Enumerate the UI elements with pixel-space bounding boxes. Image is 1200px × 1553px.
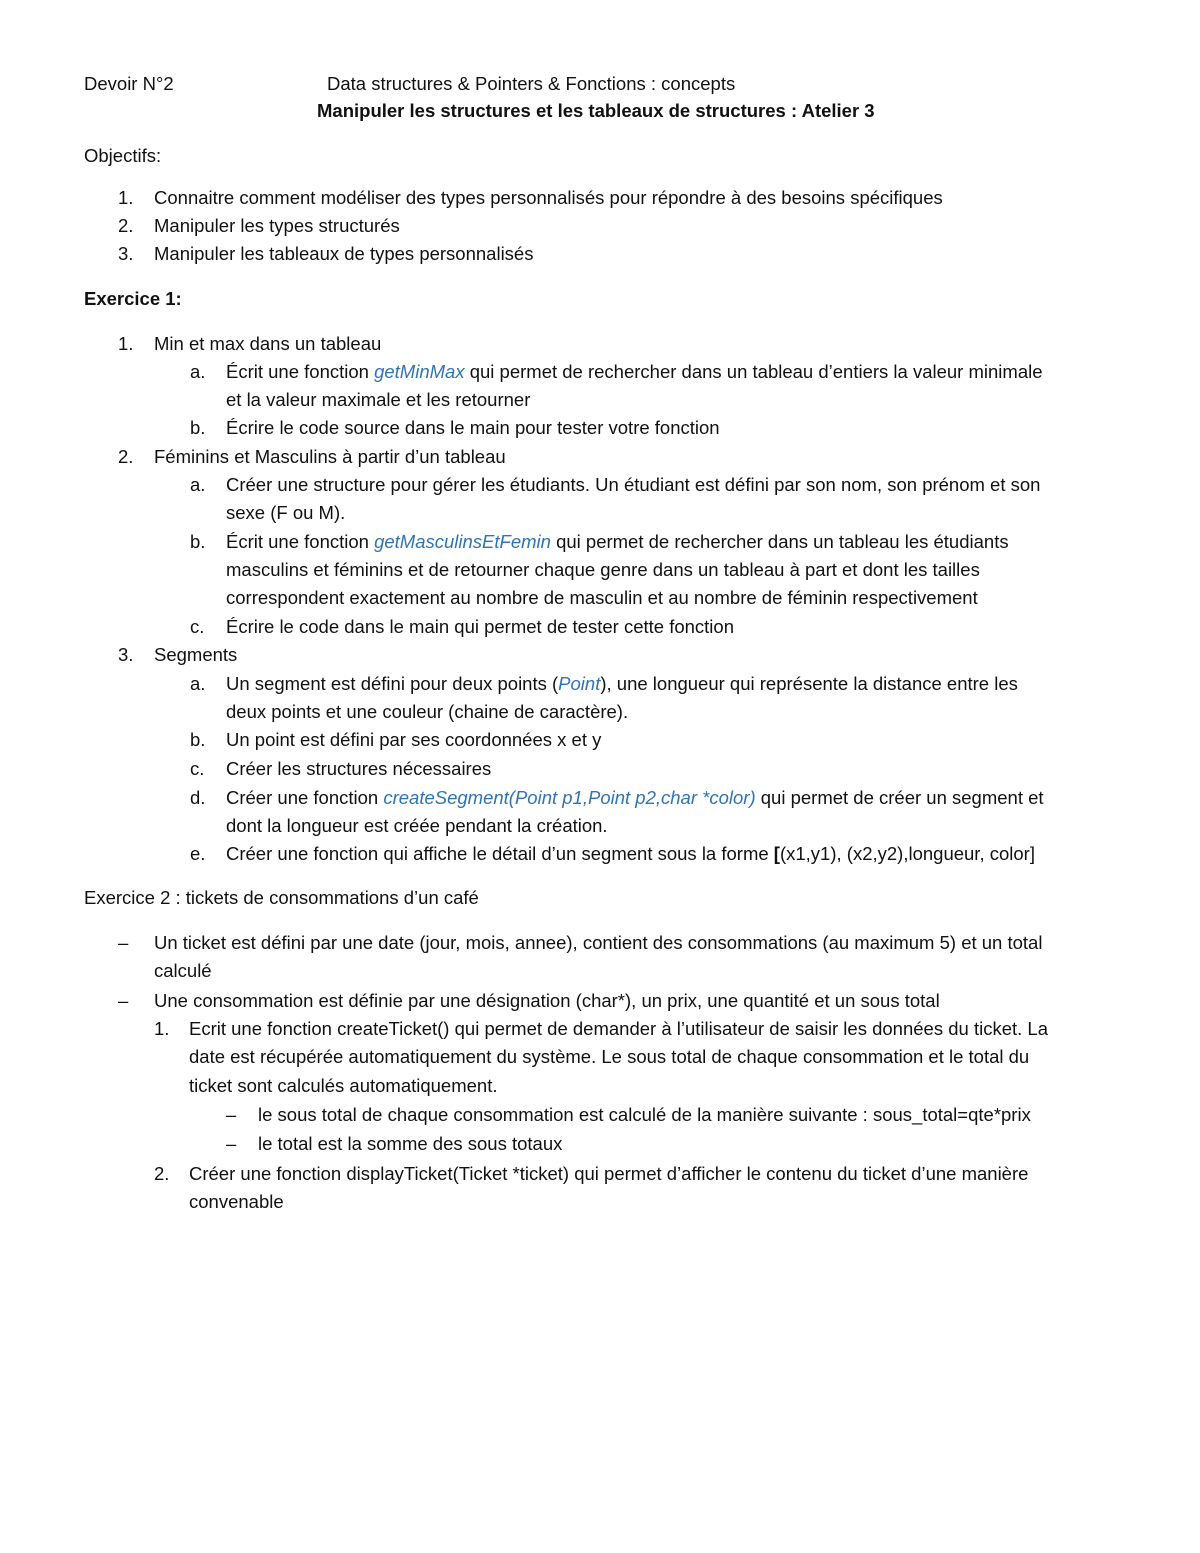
question-title: Min et max dans un tableau — [154, 333, 382, 354]
page-title: Manipuler les structures et les tableaux de structures : Atelier 3 — [317, 100, 875, 121]
function-name: getMasculinsEtFemin — [374, 531, 551, 552]
text-segment: Écrit une fonction — [226, 361, 375, 382]
objectif-item: Manipuler les types structurés — [154, 215, 400, 236]
list-marker: 2. — [154, 1163, 170, 1184]
question-text-continued: convenable — [189, 1191, 284, 1212]
list-marker: b. — [190, 531, 206, 552]
question-text-continued: correspondent exactement au nombre de masculin et au nombre de féminin respectivement — [226, 587, 978, 608]
question-text: Une consommation est définie par une désignation (char*), un prix, une quantité et un sous total — [154, 990, 940, 1011]
question-text-continued: et la valeur maximale et les retourner — [226, 389, 531, 410]
question-text: Créer une fonction displayTicket(Ticket *ticket) qui permet d’afficher le contenu du ticket d’une manière — [189, 1163, 1029, 1184]
objectif-item: Connaitre comment modéliser des types personnalisés pour répondre à des besoins spécifiques — [154, 187, 943, 208]
question-text — [226, 840, 1035, 868]
text-segment: Créer une fonction — [226, 787, 384, 808]
question-text: Un point est défini par ses coordonnées x et y — [226, 729, 602, 750]
question-text — [226, 784, 1044, 812]
text-segment: qui permet de créer un segment et — [755, 787, 1044, 808]
list-marker: 1. — [118, 333, 134, 354]
list-marker: e. — [190, 843, 206, 864]
list-marker: a. — [190, 361, 206, 382]
question-text: Créer les structures nécessaires — [226, 758, 492, 779]
course-title: Data structures & Pointers & Fonctions : concepts — [327, 73, 736, 94]
function-name: createSegment(Point p1,Point p2,char *color) — [383, 787, 756, 808]
dash-marker: – — [118, 932, 129, 953]
question-text: Ecrit une fonction createTicket() qui permet de demander à l’utilisateur de saisir les données du ticket. La — [189, 1018, 1048, 1039]
question-text-continued: sexe (F ou M). — [226, 502, 346, 523]
text-segment: Un segment est défini pour deux points ( — [226, 673, 559, 694]
list-marker: 2. — [118, 215, 134, 236]
question-text: Créer une structure pour gérer les étudiants. Un étudiant est défini par son nom, son prénom et son — [226, 474, 1041, 495]
list-marker: c. — [190, 758, 205, 779]
list-marker: 3. — [118, 243, 134, 264]
type-name: Point — [558, 673, 601, 694]
list-marker: a. — [190, 474, 206, 495]
objectifs-heading: Objectifs: — [84, 145, 162, 166]
exercice2-heading: Exercice 2 : tickets de consommations d’un café — [84, 887, 479, 908]
list-marker: 1. — [154, 1018, 170, 1039]
exercice1-heading: Exercice 1: — [84, 288, 182, 309]
question-text: Écrire le code source dans le main pour tester votre fonction — [226, 417, 720, 438]
question-title: Segments — [154, 644, 238, 665]
question-text — [226, 528, 1009, 556]
question-text-continued: date est récupérée automatiquement du système. Le sous total de chaque consommation et le total du — [189, 1046, 1030, 1067]
list-marker: b. — [190, 417, 206, 438]
list-marker: 3. — [118, 644, 134, 665]
list-marker: c. — [190, 616, 205, 637]
dash-marker: – — [226, 1104, 237, 1125]
question-text — [226, 670, 1018, 698]
devoir-number: Devoir N°2 — [84, 73, 174, 94]
question-text: le sous total de chaque consommation est calculé de la manière suivante : sous_total=qte*prix — [258, 1104, 1031, 1125]
objectif-item: Manipuler les tableaux de types personnalisés — [154, 243, 534, 264]
question-text-continued: dont la longueur est créée pendant la création. — [226, 815, 608, 836]
text-segment: [ — [773, 843, 780, 864]
question-text-continued: deux points et une couleur (chaine de caractère). — [226, 701, 629, 722]
question-title: Féminins et Masculins à partir d’un tableau — [154, 446, 506, 467]
question-text-continued: ticket sont calculés automatiquement. — [189, 1075, 498, 1096]
question-text — [226, 358, 1043, 386]
dash-marker: – — [226, 1133, 237, 1154]
list-marker: 2. — [118, 446, 134, 467]
text-segment: Créer une fonction qui affiche le détail d’un segment sous la forme — [226, 843, 774, 864]
text-segment: Écrit une fonction — [226, 531, 375, 552]
function-name: getMinMax — [374, 361, 465, 382]
list-marker: d. — [190, 787, 206, 808]
text-segment: qui permet de rechercher dans un tableau d’entiers la valeur minimale — [464, 361, 1043, 382]
text-segment: qui permet de rechercher dans un tableau les étudiants — [550, 531, 1009, 552]
list-marker: b. — [190, 729, 206, 750]
question-text: Un ticket est défini par une date (jour, mois, annee), contient des consommations (au maximum 5) et un total — [154, 932, 1043, 953]
list-marker: a. — [190, 673, 206, 694]
question-text: Écrire le code dans le main qui permet de tester cette fonction — [226, 616, 734, 637]
question-text-continued: masculins et féminins et de retourner chaque genre dans un tableau à part et dont les tailles — [226, 559, 980, 580]
dash-marker: – — [118, 990, 129, 1011]
text-segment: (x1,y1), (x2,y2),longueur, color] — [779, 843, 1035, 864]
question-text: le total est la somme des sous totaux — [258, 1133, 563, 1154]
question-text-continued: calculé — [154, 960, 212, 981]
list-marker: 1. — [118, 187, 134, 208]
text-segment: ), une longueur qui représente la distance entre les — [600, 673, 1018, 694]
